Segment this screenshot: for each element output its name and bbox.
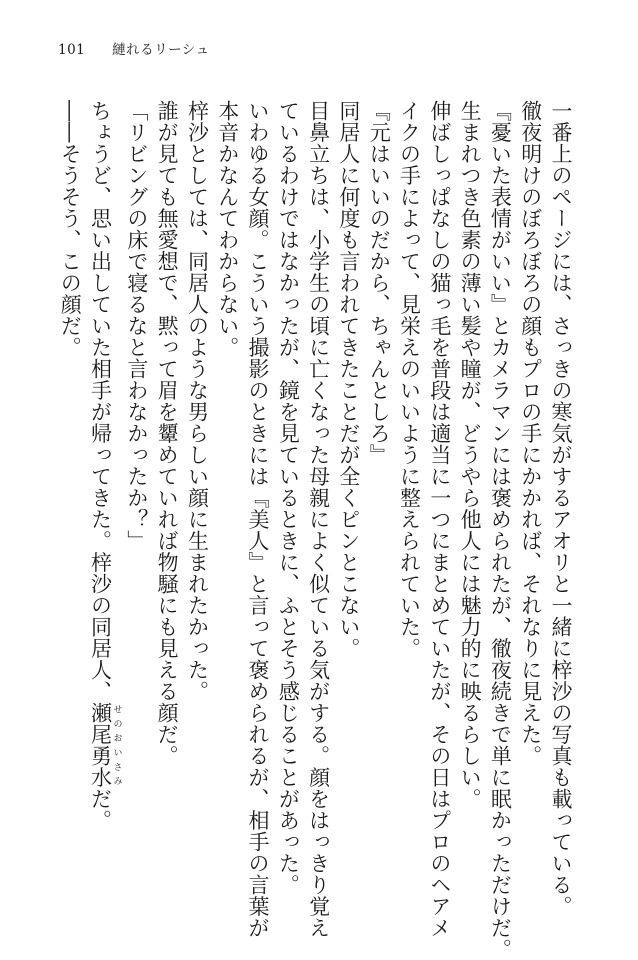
text-line: 『元はいいのだから、ちゃんとしろ』 bbox=[367, 100, 392, 466]
text-line: 『憂いた表情がいい』とカメラマンには褒められたが、徹夜続きで単に眠かっただけだ。 bbox=[488, 100, 513, 960]
text-line: 生まれつき色素の薄い髪や瞳が、どうやら他人には魅力的に映るらしい。 bbox=[458, 100, 483, 810]
text-line: ――そうそう、この顔だ。 bbox=[58, 100, 83, 358]
text-line: 梓沙としては、同居人のような男らしい顔に生まれたかった。 bbox=[185, 100, 210, 702]
text-line: 同居人に何度も言われてきたことだが全くピンとこない。 bbox=[336, 100, 361, 659]
text-line: イクの手によって、見栄えのいいように整えられていた。 bbox=[397, 100, 422, 659]
text-line: 本音かなんてわからない。 bbox=[215, 100, 240, 358]
text-line: ているわけではなかったが、鏡を見ているときに、ふとそう感じることがあった。 bbox=[276, 100, 301, 896]
running-header bbox=[58, 38, 210, 58]
ruby-base: 瀬尾勇水 bbox=[88, 702, 113, 788]
text-line: 「リビングの床で寝るなと言わなかったか？」 bbox=[124, 100, 149, 552]
text-line: 誰が見ても無愛想で、黙って眉を顰めていれば物騒にも見える顔だ。 bbox=[155, 100, 180, 767]
name-with-furigana bbox=[88, 702, 122, 788]
chapter-title: 縺れるリーシュ bbox=[112, 42, 210, 58]
text-line: 徹夜明けのぼろぼろの顔もプロの手にかかれば、それなりに見えた。 bbox=[518, 100, 543, 767]
text-line bbox=[85, 100, 121, 870]
vertical-body-text bbox=[56, 100, 576, 960]
page-number: 101 bbox=[58, 42, 86, 58]
line-text: ちょうど、思い出していた相手が帰ってきた。梓沙の同居人、 bbox=[88, 100, 113, 702]
text-line: 伸ばしっぱなしの猫っ毛を普段は適当に一つにまとめていたが、その日はプロのヘアメ bbox=[427, 100, 452, 939]
text-line: 一番上のページには、さっきの寒気がするアオリと一緒に梓沙の写真も載っている。 bbox=[549, 100, 573, 917]
ruby-reading: せのおいさみ bbox=[111, 702, 122, 788]
text-line: いわゆる女顔。こういう撮影のときには『美人』と言って褒められるが、相手の言葉が bbox=[246, 100, 271, 939]
line-suffix: だ。 bbox=[88, 788, 113, 831]
text-line: 目鼻立ちは、小学生の頃に亡くなった母親によく似ている気がする。顔をはっきり覚え bbox=[306, 100, 331, 939]
